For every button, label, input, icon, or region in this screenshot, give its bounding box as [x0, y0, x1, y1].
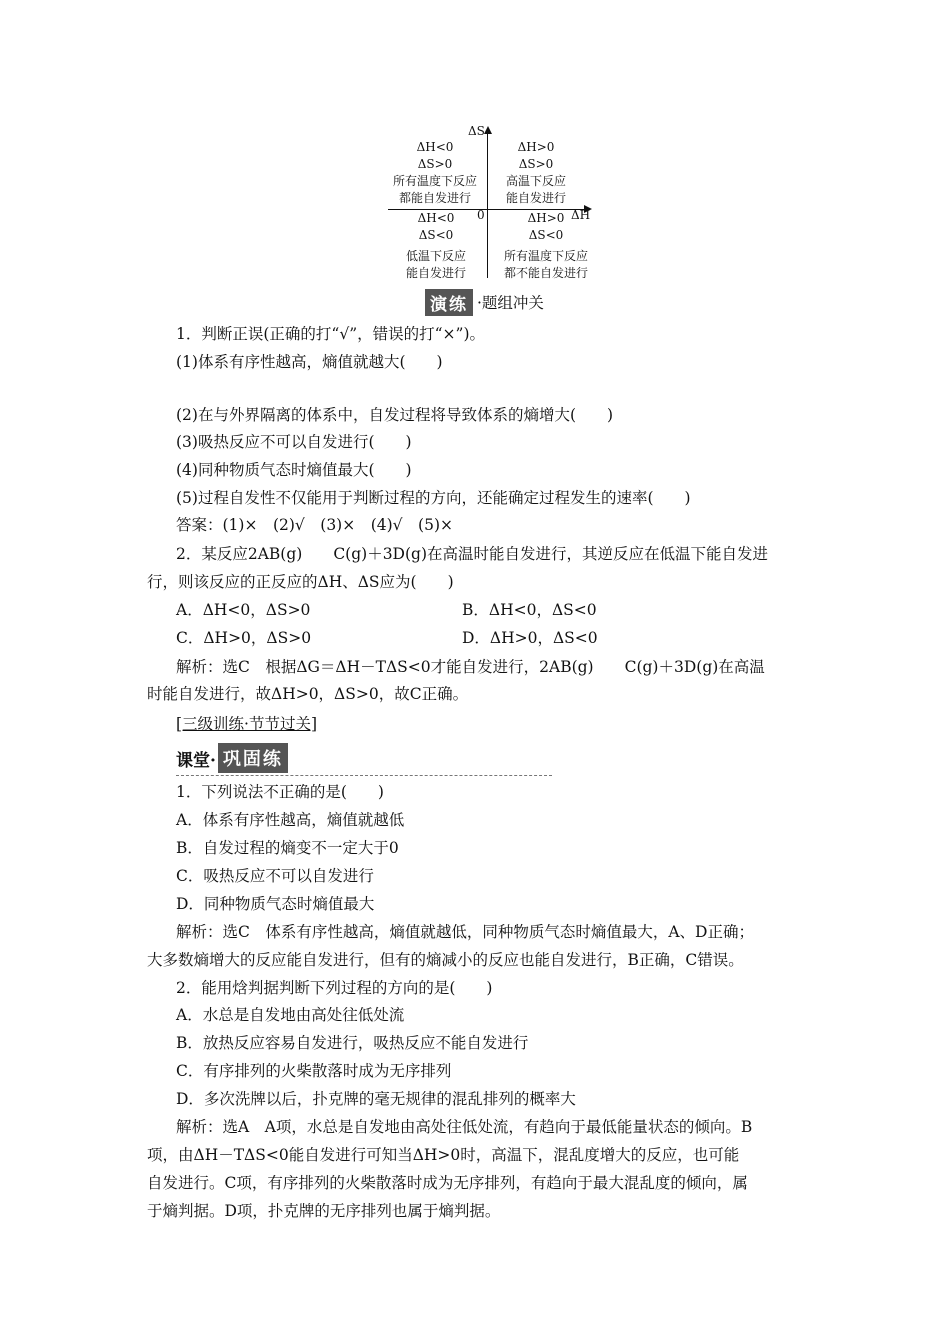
banner-box: 演练 — [425, 289, 473, 316]
quadrant-upper-right — [494, 139, 578, 207]
quad-line: ΔH>0 — [517, 140, 555, 154]
quadrant-upper-left — [386, 139, 484, 207]
quad-line: ΔH<0 — [416, 140, 454, 154]
consolidation-banner — [176, 743, 288, 773]
quad-line: ΔS>0 — [518, 157, 554, 171]
quadrant-lower-right — [494, 210, 598, 282]
quad-line: 高温下反应 — [505, 174, 566, 188]
c2-analysis-cont-2: 自发进行。C项，有序排列的火柴散落时成为无序排列，有趋向于最大混乱度的倾向，属 — [147, 1174, 748, 1192]
q1-stem: 1．判断正误(正确的打“√”，错误的打“×”)。 — [176, 325, 486, 343]
c2-option-b: B．放热反应容易自发进行，吸热反应不能自发进行 — [176, 1034, 529, 1052]
q1-item-5: (5)过程自发性不仅能用于判断过程的方向，还能确定过程发生的速率( ) — [176, 489, 691, 507]
c1-stem: 1．下列说法不正确的是( ) — [176, 783, 384, 801]
x-axis-label: ΔH — [571, 208, 591, 222]
c1-analysis-cont: 大多数熵增大的反应能自发进行，但有的熵减小的反应也能自发进行，B正确，C错误。 — [147, 951, 744, 969]
q2-stem-cont: 行，则该反应的正反应的ΔH、ΔS应为( ) — [147, 573, 454, 591]
quad-line: ΔS<0 — [418, 228, 454, 242]
q2-analysis-cont: 时能自发进行，故ΔH>0，ΔS>0，故C正确。 — [147, 685, 469, 703]
quadrant-lower-left — [394, 210, 478, 282]
quad-line: 低温下反应 — [405, 249, 466, 263]
quad-line: 都不能自发进行 — [503, 266, 588, 280]
origin-label: 0 — [477, 208, 485, 222]
c2-stem: 2．能用焓判据判断下列过程的方向的是( ) — [176, 979, 493, 997]
q2-option-b: B．ΔH<0，ΔS<0 — [462, 601, 597, 619]
y-axis-label: ΔS — [468, 124, 485, 138]
c2-analysis-cont-1: 项，由ΔH－TΔS<0能自发进行可知当ΔH>0时，高温下，混乱度增大的反应，也可能 — [147, 1146, 740, 1164]
ketang-prefix: 课堂· — [176, 750, 216, 771]
c2-analysis-cont-3: 于熵判据。D项，扑克牌的无序排列也属于熵判据。 — [147, 1202, 501, 1220]
quad-line: 能自发进行 — [505, 191, 566, 205]
q2-option-d: D．ΔH>0，ΔS<0 — [462, 629, 598, 647]
ketang-box: 巩固练 — [218, 743, 288, 773]
c1-option-a: A．体系有序性越高，熵值就越低 — [176, 811, 405, 829]
q2-option-c: C．ΔH>0，ΔS>0 — [176, 629, 312, 647]
section-title — [176, 712, 317, 734]
dashed-divider — [176, 775, 552, 776]
q2-option-a: A．ΔH<0，ΔS>0 — [176, 601, 311, 619]
quad-line: 所有温度下反应 — [392, 174, 477, 188]
banner-text: ·题组冲关 — [477, 294, 544, 312]
q2-stem: 2．某反应2AB(g) C(g)＋3D(g)在高温时能自发进行，其逆反应在低温下能自发进 — [176, 545, 769, 563]
c2-analysis: 解析：选A A项，水总是自发地由高处往低处流，有趋向于最低能量状态的倾向。B — [176, 1118, 753, 1136]
c1-option-d: D．同种物质气态时熵值最大 — [176, 895, 375, 913]
quad-line: ΔH<0 — [417, 211, 455, 225]
quad-line: ΔS>0 — [417, 157, 453, 171]
q1-item-4: (4)同种物质气态时熵值最大( ) — [176, 461, 412, 479]
practice-banner — [425, 290, 544, 314]
q1-item-1: (1)体系有序性越高，熵值就越大( ) — [176, 353, 443, 371]
quad-line: 所有温度下反应 — [503, 249, 588, 263]
quad-line: 都能自发进行 — [398, 191, 471, 205]
section-title-text: [三级训练·节节过关] — [176, 715, 318, 733]
y-axis — [487, 133, 488, 278]
c1-option-c: C．吸热反应不可以自发进行 — [176, 867, 374, 885]
y-axis-arrow — [484, 126, 492, 134]
quad-line: ΔH>0 — [527, 211, 565, 225]
quad-line: ΔS<0 — [528, 228, 564, 242]
c2-option-a: A．水总是自发地由高处往低处流 — [176, 1006, 405, 1024]
q1-answer: 答案：(1)× (2)√ (3)× (4)√ (5)× — [176, 516, 453, 534]
c1-option-b: B．自发过程的熵变不一定大于0 — [176, 839, 399, 857]
c2-option-d: D．多次洗牌以后，扑克牌的毫无规律的混乱排列的概率大 — [176, 1090, 576, 1108]
quad-line: 能自发进行 — [405, 266, 466, 280]
q1-item-3: (3)吸热反应不可以自发进行( ) — [176, 433, 412, 451]
q2-analysis: 解析：选C 根据ΔG＝ΔH－TΔS<0才能自发进行，2AB(g) C(g)＋3D(g)在高温 — [176, 658, 765, 676]
c1-analysis: 解析：选C 体系有序性越高，熵值就越低，同种物质气态时熵值最大，A、D正确； — [176, 923, 754, 941]
c2-option-c: C．有序排列的火柴散落时成为无序排列 — [176, 1062, 452, 1080]
q1-item-2: (2)在与外界隔离的体系中，自发过程将导致体系的熵增大( ) — [176, 406, 614, 424]
